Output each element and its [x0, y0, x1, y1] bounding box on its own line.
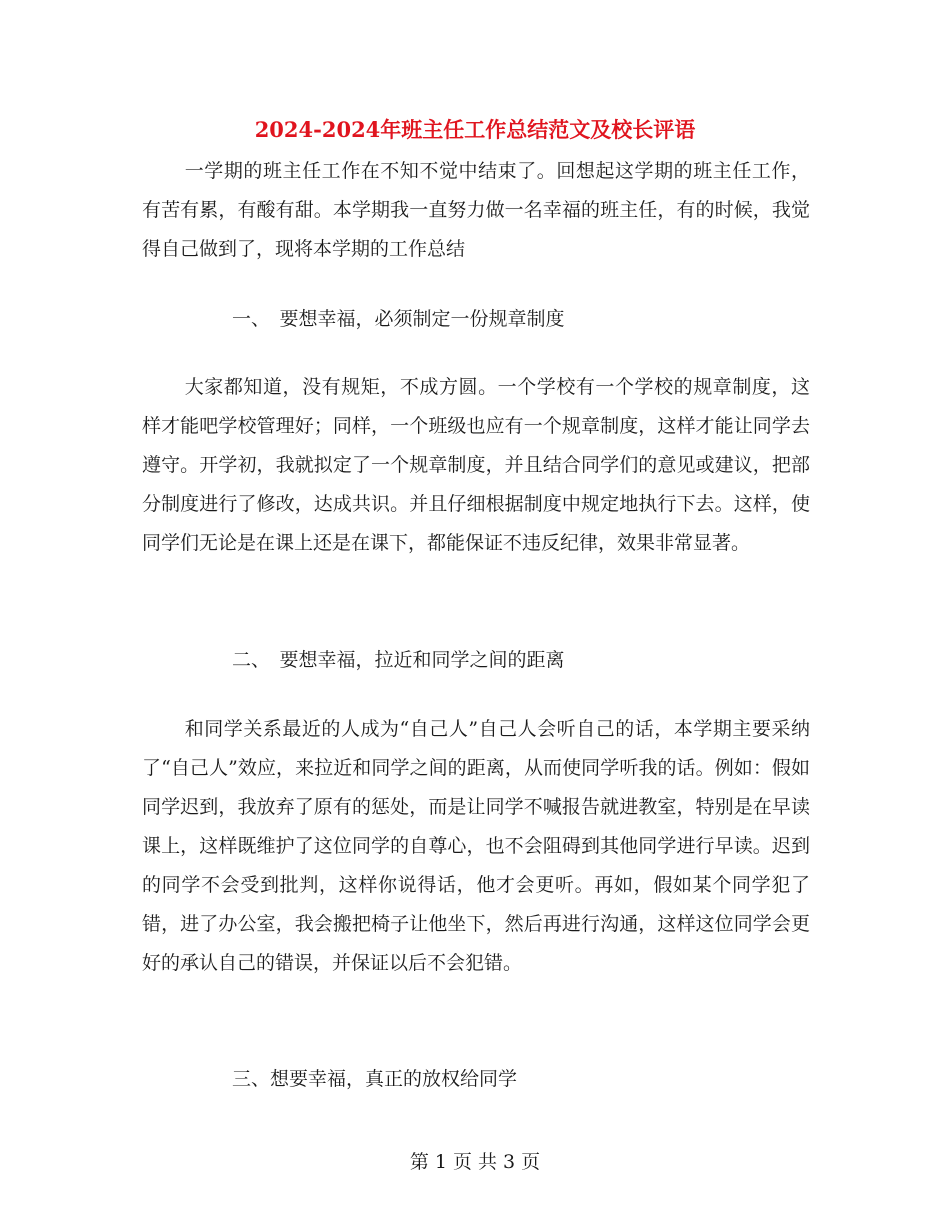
section-body-2: 和同学关系最近的人成为“自己人”自己人会听自己的话，本学期主要采纳了“自己人”效应，来拉近和同学之间的距离，从而使同学听我的话。例如：假如同学迟到，我放弃了原有的惩处，而是让同学不喊报告就进教室，特别是在早读课上，这样既维护了这位同学的自尊心，也不会阻碍到其他同学进行早读。迟到的同学不会受到批判，这样你说得话，他才会更听。再如，假如某个同学犯了错，进了办公室，我会搬把椅子让他坐下，然后再进行沟通，这样这位同学会更好的承认自己的错误，并保证以后不会犯错。	[142, 718, 810, 974]
page-number-footer: 第 1 页 共 3 页	[409, 1151, 541, 1173]
document-title: 2024-2024年班主任工作总结范文及校长评语	[254, 117, 696, 142]
section-heading-1: 一、 要想幸福，必须制定一份规章制度	[232, 308, 565, 330]
section-heading-3: 三、想要幸福，真正的放权给同学	[232, 1068, 518, 1090]
section-body-1: 大家都知道，没有规矩，不成方圆。一个学校有一个学校的规章制度，这样才能吧学校管理好；同样，一个班级也应有一个规章制度，这样才能让同学去遵守。开学初，我就拟定了一个规章制度，并且结合同学们的意见或建议，把部分制度进行了修改，达成共识。并且仔细根据制度中规定地执行下去。这样，使同学们无论是在课上还是在课下，都能保证不违反纪律，效果非常显著。	[142, 376, 810, 554]
intro-paragraph: 一学期的班主任工作在不知不觉中结束了。回想起这学期的班主任工作，有苦有累，有酸有甜。本学期我一直努力做一名幸福的班主任，有的时候，我觉得自己做到了，现将本学期的工作总结	[142, 160, 810, 260]
section-heading-2: 二、 要想幸福，拉近和同学之间的距离	[232, 649, 565, 671]
